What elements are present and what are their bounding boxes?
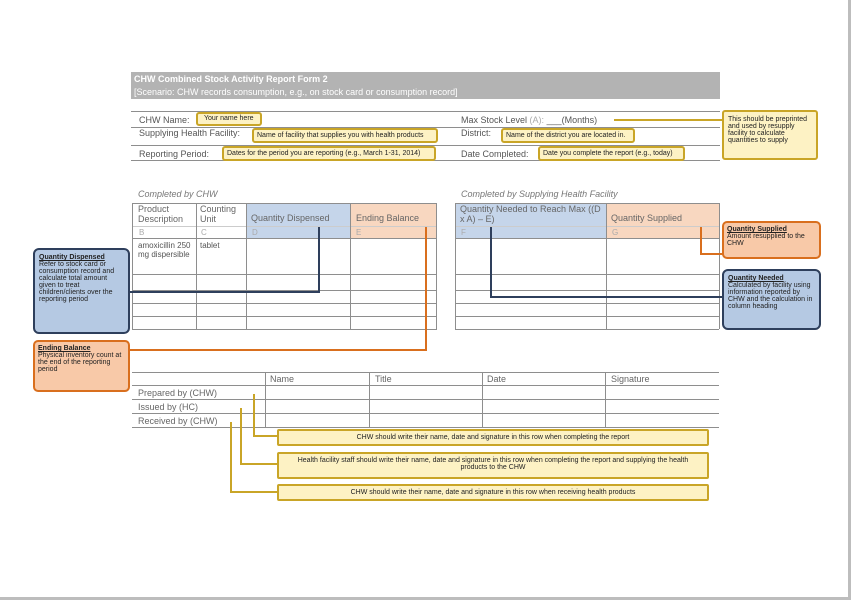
ending-balance-note-title: Ending Balance — [38, 345, 91, 352]
max-stock-label — [461, 115, 597, 125]
right-table-caption: Completed by Supplying Health Facility — [461, 189, 618, 199]
district-label: District: — [461, 128, 491, 138]
row-issued-by: Issued by (HC) — [138, 402, 199, 412]
qty-dispensed-note — [33, 248, 130, 334]
col-ending-balance: Ending Balance — [356, 213, 420, 223]
form-title: CHW Combined Stock Activity Report Form 2 — [134, 74, 328, 84]
qty-supplied-note-body: Amount resupplied to the CHW — [727, 233, 805, 247]
sig-col-title: Title — [375, 374, 392, 384]
sig-note-issued: Health facility staff should write their name, date and signature in this row when completing the report and supplying the health products to the CHW — [277, 452, 709, 479]
ending-balance-note-body: Physical inventory count at the end of the reporting period — [38, 352, 122, 373]
qty-needed-note — [722, 269, 821, 330]
sig-col-date: Date — [487, 374, 507, 384]
date-completed-field[interactable]: Date you complete the report (e.g., today) — [538, 146, 685, 161]
sig-note-received: CHW should write their name, date and signature in this row when receiving health products — [277, 484, 709, 501]
letter-g: G — [612, 228, 619, 237]
qty-supplied-note-title: Quantity Supplied — [727, 226, 787, 233]
letter-d: D — [252, 228, 258, 237]
qty-dispensed-note-title: Quantity Dispensed — [39, 254, 105, 261]
form-title-bar — [131, 72, 720, 99]
col-qty-dispensed: Quantity Dispensed — [251, 213, 330, 223]
max-stock-label-text: Max Stock Level — [461, 115, 528, 125]
max-stock-a: (A): — [529, 115, 545, 125]
col-counting-unit: Counting Unit — [200, 204, 237, 224]
letter-e: E — [356, 228, 362, 237]
sig-col-name: Name — [270, 374, 295, 384]
chw-name-field[interactable]: Your name here — [196, 112, 262, 126]
date-completed-label: Date Completed: — [461, 149, 529, 159]
chw-name-label: CHW Name: — [139, 115, 190, 125]
qty-needed-note-title: Quantity Needed — [728, 275, 784, 282]
product-cell: amoxicillin 250 mg dispersible — [138, 241, 191, 259]
col-product-description: Product Description — [138, 204, 184, 224]
letter-c: C — [201, 228, 207, 237]
preprinted-note: This should be preprinted and used by resupply facility to calculate quantities to supply — [722, 110, 818, 160]
qty-dispensed-note-body: Refer to stock card or consumption record and calculate total amount given to treat children/clients over the reporting period — [39, 261, 115, 303]
reporting-period-label: Reporting Period: — [139, 149, 210, 159]
max-stock-months: ___(Months) — [546, 115, 598, 125]
left-table-caption: Completed by CHW — [138, 189, 218, 199]
sig-note-prepared: CHW should write their name, date and signature in this row when completing the report — [277, 429, 709, 446]
col-qty-needed: Quantity Needed to Reach Max ((D x A) – E) — [460, 204, 601, 224]
qty-needed-note-body: Calculated by facility using information reported by CHW and the calculation in column heading — [728, 282, 813, 310]
col-qty-supplied: Quantity Supplied — [611, 213, 683, 223]
form-scenario: [Scenario: CHW records consumption, e.g., on stock card or consumption record] — [134, 87, 458, 97]
ending-balance-note — [33, 340, 130, 392]
row-prepared-by: Prepared by (CHW) — [138, 388, 218, 398]
sig-col-signature: Signature — [611, 374, 650, 384]
letter-b: B — [139, 228, 145, 237]
supplying-facility-label: Supplying Health Facility: — [139, 128, 241, 138]
row-received-by: Received by (CHW) — [138, 416, 218, 426]
letter-f: F — [461, 228, 466, 237]
reporting-period-field[interactable]: Dates for the period you are reporting (e.g., March 1-31, 2014) — [222, 146, 436, 161]
unit-cell: tablet — [200, 241, 220, 250]
supplying-facility-field[interactable]: Name of facility that supplies you with health products — [252, 128, 438, 143]
qty-supplied-note — [722, 221, 821, 259]
district-field[interactable]: Name of the district you are located in. — [501, 128, 635, 143]
